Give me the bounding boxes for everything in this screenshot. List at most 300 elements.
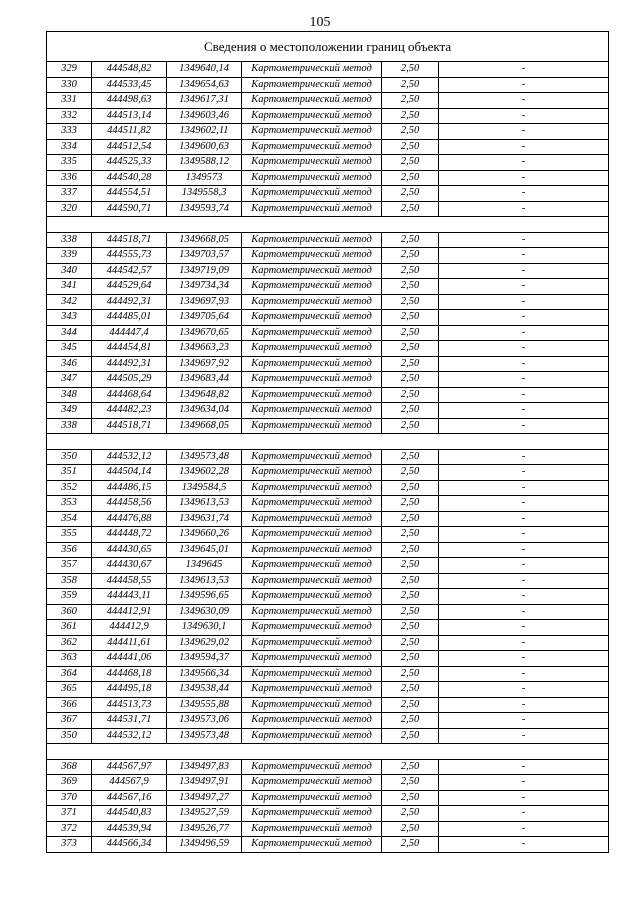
description-cell: - [439, 201, 609, 217]
table-row [47, 232, 609, 248]
description-cell: - [439, 294, 609, 310]
x-coordinate-cell: 444430,67 [92, 558, 167, 574]
method-cell: Картометрический метод [242, 728, 382, 744]
accuracy-cell: 2,50 [382, 527, 439, 543]
x-coordinate-cell: 444531,71 [92, 713, 167, 729]
point-number-cell: 352 [47, 480, 92, 496]
table-row [47, 465, 609, 481]
y-coordinate-cell: 1349634,04 [167, 403, 242, 419]
y-coordinate-cell: 1349631,74 [167, 511, 242, 527]
method-cell: Картометрический метод [242, 186, 382, 202]
table-row [47, 93, 609, 109]
point-number-cell: 370 [47, 790, 92, 806]
description-cell: - [439, 573, 609, 589]
point-number-cell: 357 [47, 558, 92, 574]
x-coordinate-cell: 444458,55 [92, 573, 167, 589]
table-row [47, 558, 609, 574]
x-coordinate-cell: 444505,29 [92, 372, 167, 388]
y-coordinate-cell: 1349645 [167, 558, 242, 574]
table-row [47, 403, 609, 419]
description-cell: - [439, 248, 609, 264]
point-number-cell: 364 [47, 666, 92, 682]
table-row [47, 496, 609, 512]
accuracy-cell: 2,50 [382, 573, 439, 589]
description-cell: - [439, 604, 609, 620]
y-coordinate-cell: 1349496,59 [167, 837, 242, 853]
accuracy-cell: 2,50 [382, 790, 439, 806]
point-number-cell: 351 [47, 465, 92, 481]
accuracy-cell: 2,50 [382, 449, 439, 465]
accuracy-cell: 2,50 [382, 77, 439, 93]
x-coordinate-cell: 444548,82 [92, 62, 167, 78]
accuracy-cell: 2,50 [382, 604, 439, 620]
method-cell: Картометрический метод [242, 682, 382, 698]
method-cell: Картометрический метод [242, 635, 382, 651]
accuracy-cell: 2,50 [382, 480, 439, 496]
table-row [47, 77, 609, 93]
accuracy-cell: 2,50 [382, 418, 439, 434]
point-number-cell: 360 [47, 604, 92, 620]
description-cell: - [439, 666, 609, 682]
x-coordinate-cell: 444454,81 [92, 341, 167, 357]
point-number-cell: 369 [47, 775, 92, 791]
point-number-cell: 355 [47, 527, 92, 543]
x-coordinate-cell: 444495,18 [92, 682, 167, 698]
description-cell: - [439, 728, 609, 744]
table-row [47, 325, 609, 341]
description-cell: - [439, 465, 609, 481]
method-cell: Картометрический метод [242, 124, 382, 140]
method-cell: Картометрический метод [242, 108, 382, 124]
x-coordinate-cell: 444567,97 [92, 759, 167, 775]
accuracy-cell: 2,50 [382, 728, 439, 744]
method-cell: Картометрический метод [242, 449, 382, 465]
group-separator-cell [47, 217, 609, 233]
method-cell: Картометрический метод [242, 418, 382, 434]
accuracy-cell: 2,50 [382, 155, 439, 171]
y-coordinate-cell: 1349566,34 [167, 666, 242, 682]
y-coordinate-cell: 1349527,59 [167, 806, 242, 822]
point-number-cell: 362 [47, 635, 92, 651]
table-row [47, 573, 609, 589]
method-cell: Картометрический метод [242, 480, 382, 496]
point-number-cell: 337 [47, 186, 92, 202]
accuracy-cell: 2,50 [382, 201, 439, 217]
method-cell: Картометрический метод [242, 139, 382, 155]
description-cell: - [439, 155, 609, 171]
description-cell: - [439, 108, 609, 124]
table-row [47, 620, 609, 636]
y-coordinate-cell: 1349668,05 [167, 418, 242, 434]
accuracy-cell: 2,50 [382, 279, 439, 295]
accuracy-cell: 2,50 [382, 759, 439, 775]
table-row [47, 310, 609, 326]
boundary-coordinates-table [46, 31, 609, 853]
x-coordinate-cell: 444476,88 [92, 511, 167, 527]
table-row [47, 635, 609, 651]
y-coordinate-cell: 1349594,37 [167, 651, 242, 667]
y-coordinate-cell: 1349596,65 [167, 589, 242, 605]
y-coordinate-cell: 1349645,01 [167, 542, 242, 558]
y-coordinate-cell: 1349538,44 [167, 682, 242, 698]
group-separator [47, 744, 609, 760]
table-row [47, 604, 609, 620]
description-cell: - [439, 542, 609, 558]
point-number-cell: 354 [47, 511, 92, 527]
table-row [47, 713, 609, 729]
method-cell: Картометрический метод [242, 77, 382, 93]
accuracy-cell: 2,50 [382, 232, 439, 248]
point-number-cell: 333 [47, 124, 92, 140]
x-coordinate-cell: 444412,91 [92, 604, 167, 620]
x-coordinate-cell: 444566,34 [92, 837, 167, 853]
method-cell: Картометрический метод [242, 697, 382, 713]
y-coordinate-cell: 1349600,63 [167, 139, 242, 155]
method-cell: Картометрический метод [242, 465, 382, 481]
x-coordinate-cell: 444512,54 [92, 139, 167, 155]
accuracy-cell: 2,50 [382, 620, 439, 636]
point-number-cell: 331 [47, 93, 92, 109]
method-cell: Картометрический метод [242, 356, 382, 372]
accuracy-cell: 2,50 [382, 310, 439, 326]
x-coordinate-cell: 444447,4 [92, 325, 167, 341]
accuracy-cell: 2,50 [382, 139, 439, 155]
point-number-cell: 330 [47, 77, 92, 93]
y-coordinate-cell: 1349558,3 [167, 186, 242, 202]
accuracy-cell: 2,50 [382, 294, 439, 310]
group-separator-cell [47, 744, 609, 760]
accuracy-cell: 2,50 [382, 697, 439, 713]
x-coordinate-cell: 444513,73 [92, 697, 167, 713]
y-coordinate-cell: 1349719,09 [167, 263, 242, 279]
point-number-cell: 373 [47, 837, 92, 853]
x-coordinate-cell: 444448,72 [92, 527, 167, 543]
point-number-cell: 332 [47, 108, 92, 124]
y-coordinate-cell: 1349613,53 [167, 573, 242, 589]
point-number-cell: 353 [47, 496, 92, 512]
point-number-cell: 350 [47, 728, 92, 744]
y-coordinate-cell: 1349705,64 [167, 310, 242, 326]
x-coordinate-cell: 444567,9 [92, 775, 167, 791]
method-cell: Картометрический метод [242, 790, 382, 806]
x-coordinate-cell: 444498,63 [92, 93, 167, 109]
x-coordinate-cell: 444533,45 [92, 77, 167, 93]
y-coordinate-cell: 1349588,12 [167, 155, 242, 171]
point-number-cell: 338 [47, 232, 92, 248]
method-cell: Картометрический метод [242, 573, 382, 589]
description-cell: - [439, 325, 609, 341]
description-cell: - [439, 775, 609, 791]
y-coordinate-cell: 1349497,83 [167, 759, 242, 775]
description-cell: - [439, 124, 609, 140]
method-cell: Картометрический метод [242, 558, 382, 574]
table-row [47, 666, 609, 682]
description-cell: - [439, 837, 609, 853]
y-coordinate-cell: 1349584,5 [167, 480, 242, 496]
y-coordinate-cell: 1349663,23 [167, 341, 242, 357]
y-coordinate-cell: 1349683,44 [167, 372, 242, 388]
y-coordinate-cell: 1349734,34 [167, 279, 242, 295]
accuracy-cell: 2,50 [382, 356, 439, 372]
table-row [47, 728, 609, 744]
x-coordinate-cell: 444485,01 [92, 310, 167, 326]
page-number: 105 [309, 15, 331, 30]
description-cell: - [439, 511, 609, 527]
point-number-cell: 368 [47, 759, 92, 775]
point-number-cell: 367 [47, 713, 92, 729]
description-cell: - [439, 620, 609, 636]
table-row [47, 418, 609, 434]
method-cell: Картометрический метод [242, 248, 382, 264]
y-coordinate-cell: 1349497,91 [167, 775, 242, 791]
description-cell: - [439, 62, 609, 78]
description-cell: - [439, 310, 609, 326]
method-cell: Картометрический метод [242, 403, 382, 419]
description-cell: - [439, 418, 609, 434]
description-cell: - [439, 790, 609, 806]
accuracy-cell: 2,50 [382, 387, 439, 403]
x-coordinate-cell: 444567,16 [92, 790, 167, 806]
accuracy-cell: 2,50 [382, 403, 439, 419]
description-cell: - [439, 589, 609, 605]
method-cell: Картометрический метод [242, 201, 382, 217]
y-coordinate-cell: 1349617,31 [167, 93, 242, 109]
method-cell: Картометрический метод [242, 372, 382, 388]
description-cell: - [439, 93, 609, 109]
table-row [47, 775, 609, 791]
point-number-cell: 320 [47, 201, 92, 217]
accuracy-cell: 2,50 [382, 635, 439, 651]
x-coordinate-cell: 444513,14 [92, 108, 167, 124]
method-cell: Картометрический метод [242, 310, 382, 326]
table-title: Сведения о местоположении границ объекта [47, 32, 609, 62]
point-number-cell: 346 [47, 356, 92, 372]
method-cell: Картометрический метод [242, 666, 382, 682]
description-cell: - [439, 635, 609, 651]
table-row [47, 108, 609, 124]
point-number-cell: 348 [47, 387, 92, 403]
y-coordinate-cell: 1349629,02 [167, 635, 242, 651]
y-coordinate-cell: 1349660,26 [167, 527, 242, 543]
accuracy-cell: 2,50 [382, 682, 439, 698]
x-coordinate-cell: 444492,31 [92, 356, 167, 372]
table-row [47, 449, 609, 465]
x-coordinate-cell: 444529,64 [92, 279, 167, 295]
accuracy-cell: 2,50 [382, 465, 439, 481]
table-row [47, 372, 609, 388]
accuracy-cell: 2,50 [382, 372, 439, 388]
y-coordinate-cell: 1349526,77 [167, 821, 242, 837]
accuracy-cell: 2,50 [382, 93, 439, 109]
group-separator [47, 217, 609, 233]
table-row [47, 356, 609, 372]
method-cell: Картометрический метод [242, 387, 382, 403]
description-cell: - [439, 759, 609, 775]
y-coordinate-cell: 1349668,05 [167, 232, 242, 248]
table-row [47, 62, 609, 78]
accuracy-cell: 2,50 [382, 341, 439, 357]
method-cell: Картометрический метод [242, 651, 382, 667]
method-cell: Картометрический метод [242, 604, 382, 620]
point-number-cell: 365 [47, 682, 92, 698]
table-row [47, 263, 609, 279]
description-cell: - [439, 263, 609, 279]
x-coordinate-cell: 444411,61 [92, 635, 167, 651]
y-coordinate-cell: 1349573,48 [167, 449, 242, 465]
x-coordinate-cell: 444554,51 [92, 186, 167, 202]
y-coordinate-cell: 1349497,27 [167, 790, 242, 806]
point-number-cell: 335 [47, 155, 92, 171]
description-cell: - [439, 558, 609, 574]
description-cell: - [439, 356, 609, 372]
y-coordinate-cell: 1349602,11 [167, 124, 242, 140]
table-row [47, 186, 609, 202]
method-cell: Картометрический метод [242, 93, 382, 109]
x-coordinate-cell: 444468,64 [92, 387, 167, 403]
y-coordinate-cell: 1349573,48 [167, 728, 242, 744]
description-cell: - [439, 341, 609, 357]
x-coordinate-cell: 444518,71 [92, 232, 167, 248]
point-number-cell: 343 [47, 310, 92, 326]
accuracy-cell: 2,50 [382, 263, 439, 279]
accuracy-cell: 2,50 [382, 806, 439, 822]
x-coordinate-cell: 444532,12 [92, 728, 167, 744]
description-cell: - [439, 372, 609, 388]
accuracy-cell: 2,50 [382, 325, 439, 341]
table-row [47, 480, 609, 496]
method-cell: Картометрический метод [242, 713, 382, 729]
y-coordinate-cell: 1349593,74 [167, 201, 242, 217]
y-coordinate-cell: 1349697,92 [167, 356, 242, 372]
accuracy-cell: 2,50 [382, 713, 439, 729]
method-cell: Картометрический метод [242, 620, 382, 636]
x-coordinate-cell: 444482,23 [92, 403, 167, 419]
table-row [47, 651, 609, 667]
description-cell: - [439, 232, 609, 248]
table-row [47, 387, 609, 403]
table-title-row [47, 32, 609, 62]
point-number-cell: 371 [47, 806, 92, 822]
method-cell: Картометрический метод [242, 759, 382, 775]
table-row [47, 124, 609, 140]
point-number-cell: 339 [47, 248, 92, 264]
x-coordinate-cell: 444590,71 [92, 201, 167, 217]
table-row [47, 542, 609, 558]
x-coordinate-cell: 444458,56 [92, 496, 167, 512]
method-cell: Картометрический метод [242, 527, 382, 543]
group-separator-cell [47, 434, 609, 450]
boundary-table-container [46, 31, 608, 853]
table-row [47, 155, 609, 171]
y-coordinate-cell: 1349640,14 [167, 62, 242, 78]
accuracy-cell: 2,50 [382, 124, 439, 140]
point-number-cell: 340 [47, 263, 92, 279]
x-coordinate-cell: 444504,14 [92, 465, 167, 481]
accuracy-cell: 2,50 [382, 542, 439, 558]
description-cell: - [439, 651, 609, 667]
accuracy-cell: 2,50 [382, 651, 439, 667]
point-number-cell: 350 [47, 449, 92, 465]
description-cell: - [439, 806, 609, 822]
y-coordinate-cell: 1349670,65 [167, 325, 242, 341]
method-cell: Картометрический метод [242, 232, 382, 248]
method-cell: Картометрический метод [242, 170, 382, 186]
accuracy-cell: 2,50 [382, 108, 439, 124]
accuracy-cell: 2,50 [382, 170, 439, 186]
table-row [47, 511, 609, 527]
method-cell: Картометрический метод [242, 806, 382, 822]
x-coordinate-cell: 444518,71 [92, 418, 167, 434]
table-row [47, 279, 609, 295]
accuracy-cell: 2,50 [382, 62, 439, 78]
accuracy-cell: 2,50 [382, 496, 439, 512]
table-row [47, 837, 609, 853]
method-cell: Картометрический метод [242, 155, 382, 171]
table-row [47, 682, 609, 698]
method-cell: Картометрический метод [242, 837, 382, 853]
description-cell: - [439, 496, 609, 512]
description-cell: - [439, 387, 609, 403]
point-number-cell: 336 [47, 170, 92, 186]
table-row [47, 294, 609, 310]
accuracy-cell: 2,50 [382, 511, 439, 527]
x-coordinate-cell: 444430,65 [92, 542, 167, 558]
y-coordinate-cell: 1349555,88 [167, 697, 242, 713]
x-coordinate-cell: 444468,18 [92, 666, 167, 682]
table-row [47, 697, 609, 713]
table-row [47, 248, 609, 264]
x-coordinate-cell: 444492,31 [92, 294, 167, 310]
point-number-cell: 342 [47, 294, 92, 310]
accuracy-cell: 2,50 [382, 589, 439, 605]
accuracy-cell: 2,50 [382, 248, 439, 264]
x-coordinate-cell: 444441,06 [92, 651, 167, 667]
x-coordinate-cell: 444539,94 [92, 821, 167, 837]
method-cell: Картометрический метод [242, 821, 382, 837]
table-row [47, 341, 609, 357]
group-separator [47, 434, 609, 450]
y-coordinate-cell: 1349613,53 [167, 496, 242, 512]
method-cell: Картометрический метод [242, 775, 382, 791]
x-coordinate-cell: 444542,57 [92, 263, 167, 279]
x-coordinate-cell: 444412,9 [92, 620, 167, 636]
table-row [47, 821, 609, 837]
description-cell: - [439, 170, 609, 186]
table-row [47, 139, 609, 155]
accuracy-cell: 2,50 [382, 837, 439, 853]
point-number-cell: 341 [47, 279, 92, 295]
point-number-cell: 363 [47, 651, 92, 667]
description-cell: - [439, 713, 609, 729]
description-cell: - [439, 527, 609, 543]
description-cell: - [439, 682, 609, 698]
point-number-cell: 356 [47, 542, 92, 558]
method-cell: Картометрический метод [242, 294, 382, 310]
point-number-cell: 366 [47, 697, 92, 713]
method-cell: Картометрический метод [242, 325, 382, 341]
x-coordinate-cell: 444511,82 [92, 124, 167, 140]
description-cell: - [439, 186, 609, 202]
description-cell: - [439, 403, 609, 419]
point-number-cell: 349 [47, 403, 92, 419]
point-number-cell: 372 [47, 821, 92, 837]
description-cell: - [439, 279, 609, 295]
accuracy-cell: 2,50 [382, 186, 439, 202]
accuracy-cell: 2,50 [382, 775, 439, 791]
description-cell: - [439, 480, 609, 496]
table-row [47, 589, 609, 605]
y-coordinate-cell: 1349603,46 [167, 108, 242, 124]
